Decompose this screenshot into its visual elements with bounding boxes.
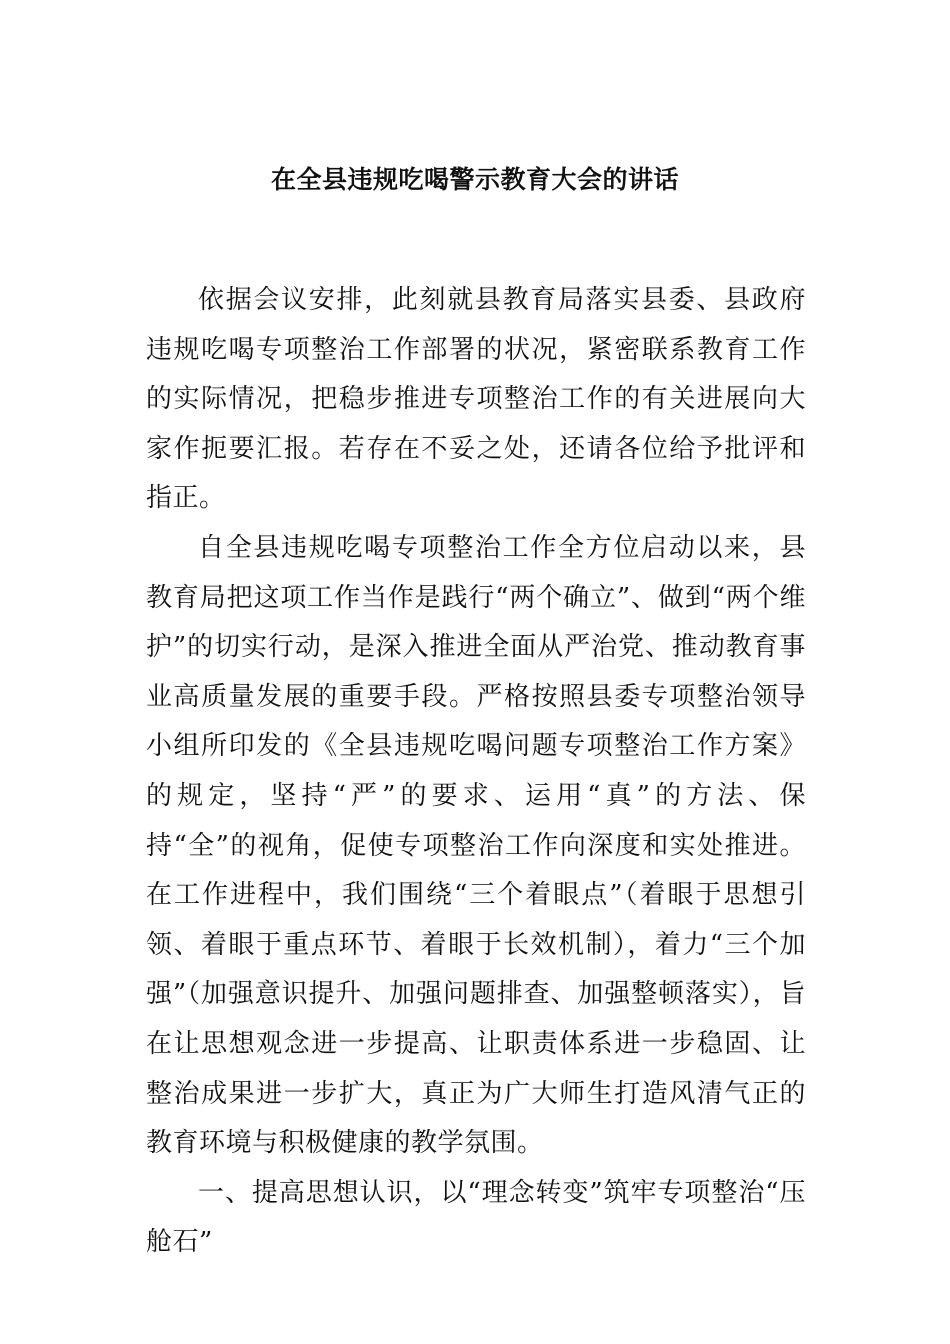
overview-paragraph: 自全县违规吃喝专项整治工作全方位启动以来，县教育局把这项工作当作是践行“两个确立”、做到“两个维护”的切实行动，是深入推进全面从严治党、推动教育事业高质量发展的重要手段。严格按照县委专项整治领导小组所印发的《全县违规吃喝问题专项整治工作方案》的规定，坚持“严”的要求、运用“真”的方法、保持“全”的视角，促使专项整治工作向深度和实处推进。在工作进程中，我们围绕“三个着眼点”（着眼于思想引领、着眼于重点环节、着眼于长效机制），着力“三个加强”（加强意识提升、加强问题排查、加强整顿落实），旨在让思想观念进一步提高、让职责体系进一步稳固、让整治成果进一步扩大，真正为广大师生打造风清气正的教育环境与积极健康的教学氛围。 [146, 532, 806, 1159]
document-title: 在全县违规吃喝警示教育大会的讲话 [270, 165, 679, 194]
section-heading-1: 一、提高思想认识，以“理念转变”筑牢专项整治“压舱石” [146, 1177, 806, 1258]
intro-paragraph: 依据会议安排，此刻就县教育局落实县委、县政府违规吃喝专项整治工作部署的状况，紧密联系教育工作的实际情况，把稳步推进专项整治工作的有关进展向大家作扼要汇报。若存在不妥之处，还请各位给予批评和指正。 [146, 285, 806, 514]
document-body [146, 276, 806, 1268]
